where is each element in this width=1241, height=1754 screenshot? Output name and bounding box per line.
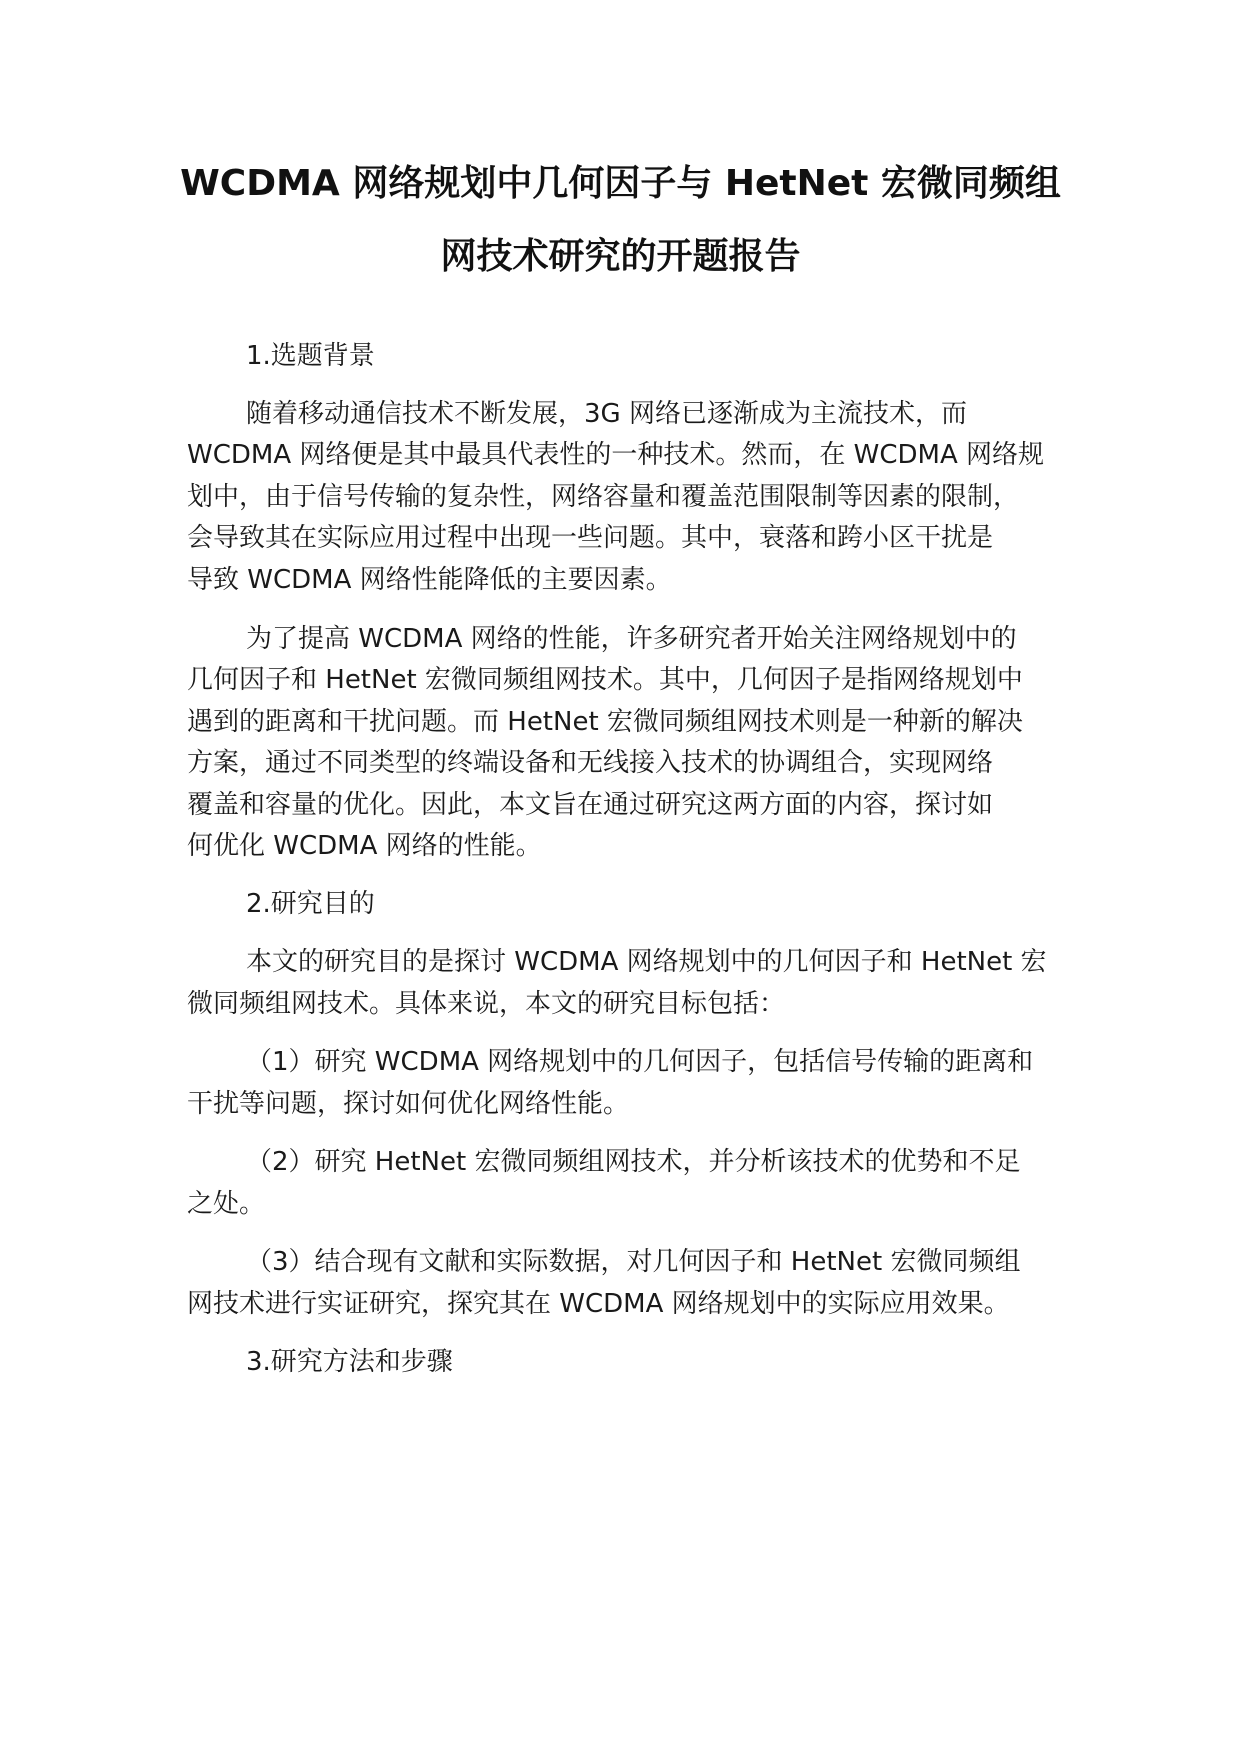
paragraph-line: 遇到的距离和干扰问题。而 HetNet 宏微同频组网技术则是一种新的解决 xyxy=(187,707,1023,737)
section-heading-methods: 3.研究方法和步骤 xyxy=(246,1347,453,1377)
paragraph-line: WCDMA 网络便是其中最具代表性的一种技术。然而，在 WCDMA 网络规 xyxy=(187,440,1044,470)
paragraph-line: 会导致其在实际应用过程中出现一些问题。其中，衰落和跨小区干扰是 xyxy=(187,523,994,553)
section-heading-objectives: 2.研究目的 xyxy=(246,889,375,919)
objective-item-2: （2）研究 HetNet 宏微同频组网技术，并分析该技术的优势和不足 xyxy=(246,1147,1021,1177)
objective-item-3: （3）结合现有文献和实际数据，对几何因子和 HetNet 宏微同频组 xyxy=(246,1247,1021,1277)
section-heading-background: 1.选题背景 xyxy=(246,341,375,371)
document-title-line-1: WCDMA 网络规划中几何因子与 HetNet 宏微同频组 xyxy=(180,163,1061,204)
paragraph-line: 微同频组网技术。具体来说，本文的研究目标包括： xyxy=(187,989,786,1019)
paragraph-line: 覆盖和容量的优化。因此，本文旨在通过研究这两方面的内容，探讨如 xyxy=(187,790,994,820)
paragraph-line: 划中，由于信号传输的复杂性，网络容量和覆盖范围限制等因素的限制， xyxy=(187,482,1020,512)
paragraph-line: 之处。 xyxy=(187,1189,266,1219)
paragraph-line: 为了提高 WCDMA 网络的性能，许多研究者开始关注网络规划中的 xyxy=(246,624,1017,654)
objective-item-1: （1）研究 WCDMA 网络规划中的几何因子，包括信号传输的距离和 xyxy=(246,1047,1034,1077)
paragraph-line: 几何因子和 HetNet 宏微同频组网技术。其中，几何因子是指网络规划中 xyxy=(187,665,1023,695)
paragraph-line: 随着移动通信技术不断发展，3G 网络已逐渐成为主流技术，而 xyxy=(246,399,967,429)
paragraph-line: 导致 WCDMA 网络性能降低的主要因素。 xyxy=(187,565,672,595)
paragraph-line: 本文的研究目的是探讨 WCDMA 网络规划中的几何因子和 HetNet 宏 xyxy=(246,947,1047,977)
document-title-line-2: 网技术研究的开题报告 xyxy=(440,236,801,277)
paragraph-line: 网技术进行实证研究，探究其在 WCDMA 网络规划中的实际应用效果。 xyxy=(187,1289,1010,1319)
paragraph-line: 方案，通过不同类型的终端设备和无线接入技术的协调组合，实现网络 xyxy=(187,748,994,778)
paragraph-line: 何优化 WCDMA 网络的性能。 xyxy=(187,831,542,861)
paragraph-line: 干扰等问题，探讨如何优化网络性能。 xyxy=(187,1089,630,1119)
